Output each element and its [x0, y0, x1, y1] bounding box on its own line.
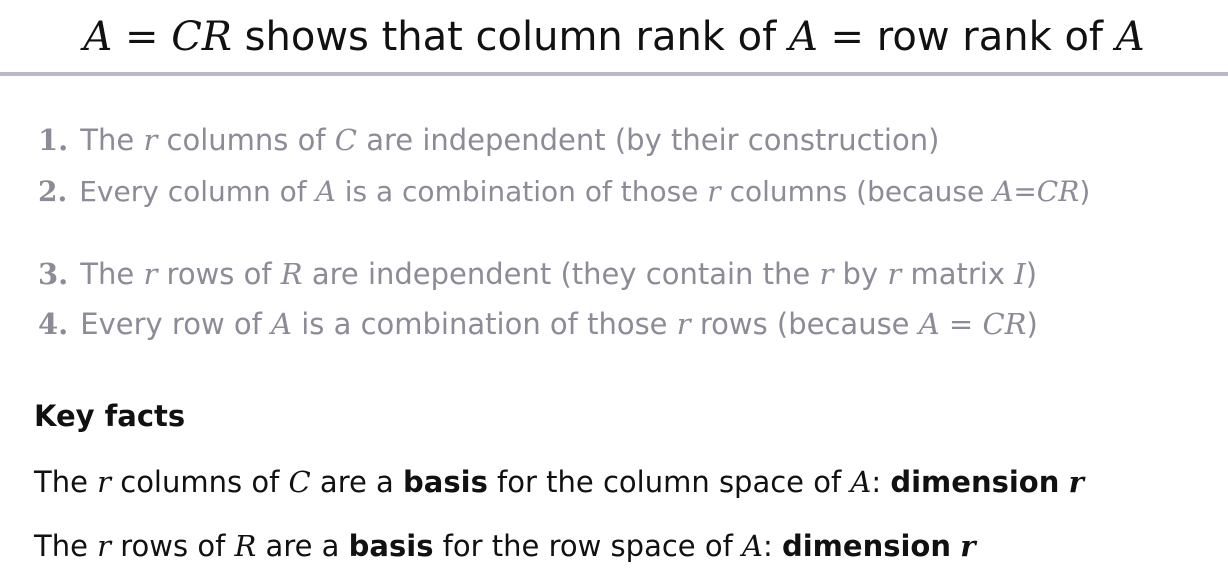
math-r: r: [143, 123, 158, 157]
list-item: [38, 120, 939, 160]
list-item: [38, 254, 1037, 294]
math-C: C: [288, 465, 311, 499]
item-text: is a combination of those: [292, 307, 677, 341]
item-text: ): [1025, 257, 1038, 291]
item-text: are independent (they contain the: [302, 257, 820, 291]
item-text: ): [1079, 175, 1091, 208]
fact-text: for the column space of: [487, 465, 851, 499]
math-equals: =: [817, 14, 877, 60]
math-r: r: [819, 257, 834, 291]
math-r-bold: r: [960, 529, 976, 563]
title-text: row rank of: [876, 14, 1116, 60]
item-text: are independent (by their construction): [357, 123, 940, 157]
math-CR: CR: [171, 14, 232, 60]
math-A: A: [83, 14, 113, 60]
math-C: C: [334, 123, 357, 157]
fact-text: :: [871, 465, 891, 499]
fact-text: are a: [256, 529, 349, 563]
item-text: rows of: [157, 257, 281, 291]
math-R: R: [280, 257, 303, 291]
math-r: r: [143, 257, 158, 291]
math-r: r: [887, 257, 902, 291]
slide-title: [0, 4, 1228, 70]
item-text: by: [833, 257, 888, 291]
item-text: rows (because: [690, 307, 919, 341]
item-text: columns (because: [720, 175, 994, 208]
math-I: I: [1014, 257, 1026, 291]
math-A: A: [850, 465, 872, 499]
fact-text: for the row space of: [433, 529, 743, 563]
math-r: r: [707, 175, 721, 208]
key-fact: [34, 462, 1084, 502]
math-CR: CR: [1036, 175, 1080, 208]
title-text: shows that column rank of: [231, 14, 789, 60]
math-A: A: [1115, 14, 1145, 60]
math-r-bold: r: [1068, 465, 1084, 499]
math-r: r: [97, 465, 112, 499]
item-number: 1.: [38, 123, 69, 157]
fact-text: The: [34, 465, 98, 499]
item-text: ): [1026, 307, 1038, 341]
math-A: A: [993, 175, 1014, 208]
item-text: The: [80, 123, 144, 157]
fact-text: rows of: [111, 529, 235, 563]
item-number: 2.: [38, 175, 68, 208]
math-A: A: [271, 307, 292, 341]
math-A: A: [918, 307, 940, 341]
fact-text: are a: [310, 465, 404, 499]
math-equals: =: [939, 307, 983, 341]
bold-basis: basis: [403, 465, 488, 499]
list-item: [38, 304, 1038, 344]
item-text: is a combination of those: [335, 175, 708, 208]
math-equals: =: [112, 14, 172, 60]
math-r: r: [676, 307, 691, 341]
math-R: R: [234, 529, 257, 563]
bold-dimension: dimension: [781, 529, 951, 563]
math-A: A: [788, 14, 818, 60]
math-A: A: [315, 175, 336, 208]
item-number: 3.: [38, 257, 69, 291]
bold-basis: basis: [348, 529, 434, 563]
item-text: columns of: [157, 123, 335, 157]
math-A: A: [742, 529, 763, 563]
item-text: matrix: [901, 257, 1015, 291]
math-CR: CR: [982, 307, 1027, 341]
key-facts-heading: Key facts: [34, 399, 186, 433]
item-text: Every column of: [79, 175, 316, 208]
fact-text: :: [762, 529, 782, 563]
bold-dimension: dimension: [890, 465, 1060, 499]
item-text: The: [80, 257, 144, 291]
item-number: 4.: [38, 307, 69, 341]
fact-text: The: [34, 529, 98, 563]
list-item: [38, 172, 1090, 212]
key-fact: [34, 526, 976, 566]
title-divider: [0, 72, 1228, 76]
item-text: Every row of: [80, 307, 272, 341]
fact-text: columns of: [111, 465, 289, 499]
math-equals: =: [1013, 175, 1037, 208]
math-r: r: [97, 529, 112, 563]
